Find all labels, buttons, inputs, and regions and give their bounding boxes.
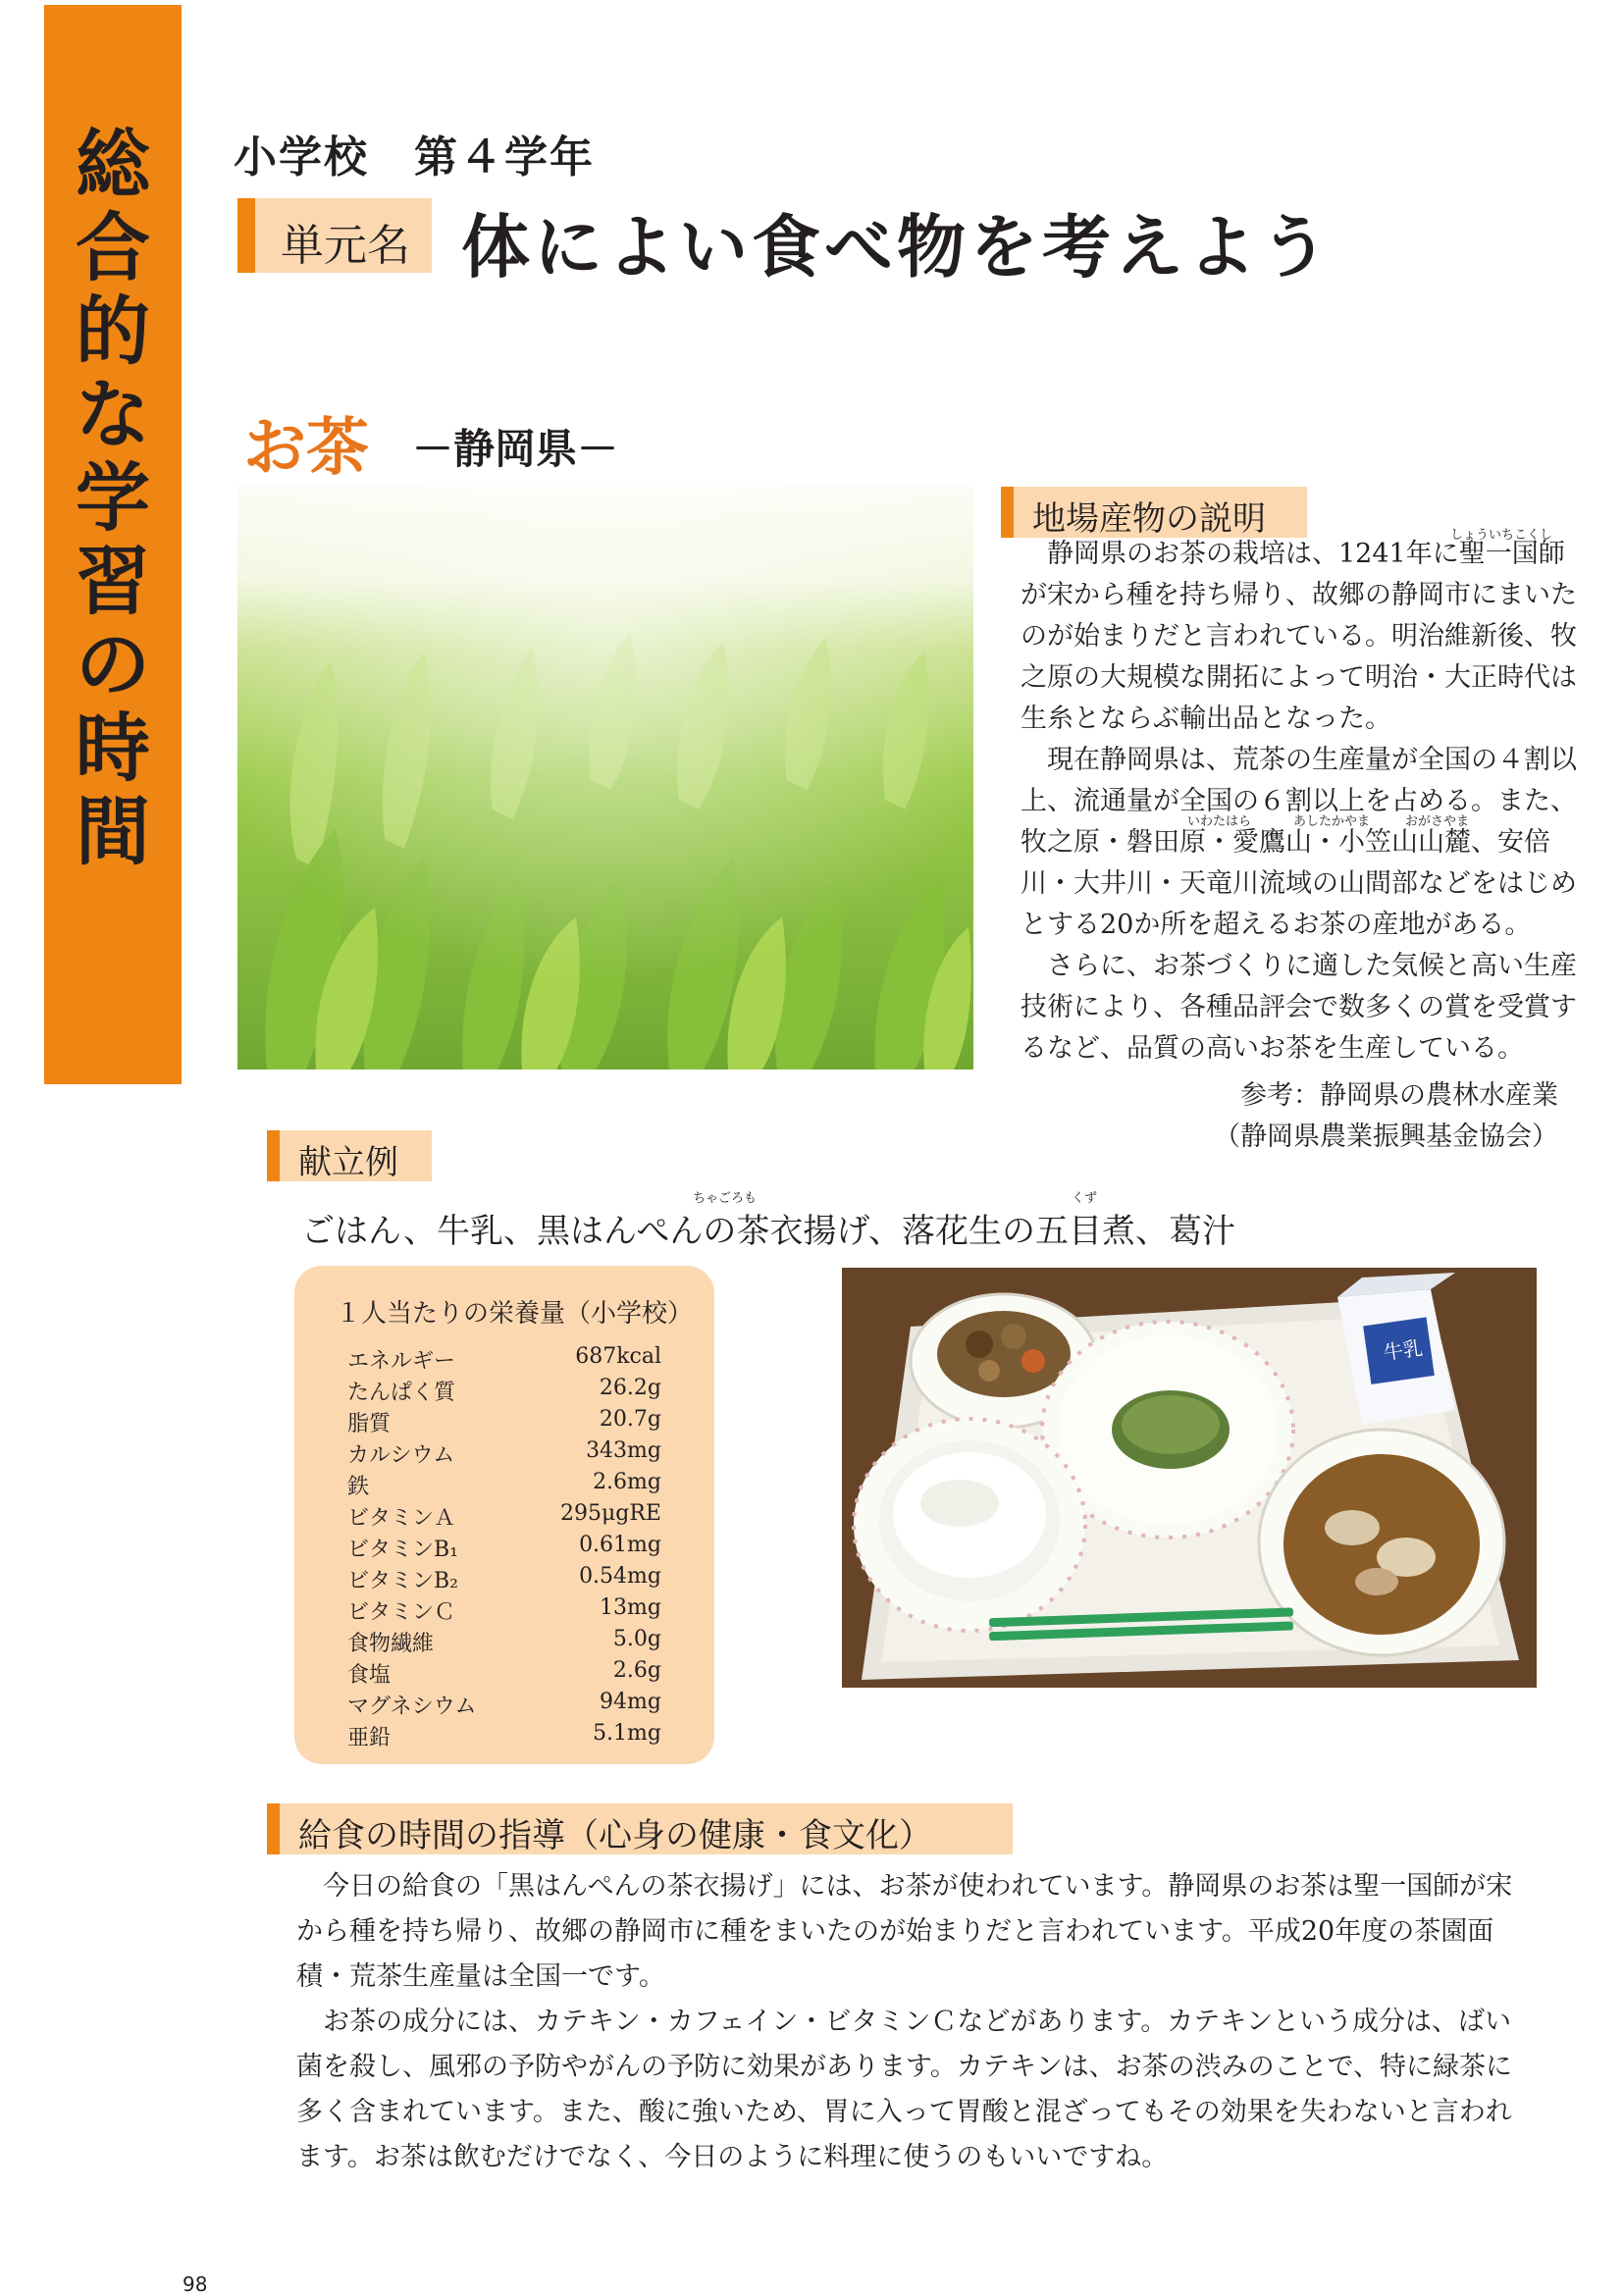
nutrition-name: ビタミンB₁ [347,1538,458,1562]
nutrition-name: 脂質 [347,1412,392,1436]
nutrition-row [347,1438,661,1470]
soup-bowl [1259,1430,1504,1655]
unit-title: 体によい食べ物を考えよう [461,206,1333,287]
nutrition-row [347,1564,661,1595]
nutrition-name: カルシウム [347,1443,455,1468]
ruby-iwatahara: いわたはら [1187,814,1252,829]
nutrition-value: 295μgRE [560,1501,661,1526]
description-heading-label: 地場産物の説明 [1032,499,1266,539]
rice-bowl [854,1419,1085,1631]
school-lunch-photo [842,1268,1537,1688]
nutrition-value: 2.6g [612,1658,661,1683]
nutrition-value: 343mg [586,1438,661,1463]
guidance-heading [267,1803,1013,1854]
ruby-kuzu: くず [1072,1191,1098,1206]
nutrition-name: たんぱく質 [347,1381,456,1405]
menu-heading-label: 献立例 [298,1143,398,1182]
grade-label: 小学校 第４学年 [234,132,595,183]
nutrition-name: 食物繊維 [347,1632,435,1656]
nutrition-name: 食塩 [347,1663,392,1688]
nutrition-title: １人当たりの栄養量（小学校） [336,1299,694,1329]
ruby-ogasayama: おがさやま [1405,814,1470,829]
nutrition-row [347,1376,661,1407]
ruby-shoichi: しょういちこくし [1450,528,1553,543]
nutrition-name: マグネシウム [347,1695,477,1719]
sidebar-label: 総合的な学習の時間 [76,121,150,875]
nutrition-name: ビタミンB₂ [347,1569,458,1593]
nutrition-row [347,1721,661,1752]
nutrition-value: 20.7g [599,1407,661,1432]
nutrition-name: ビタミンＣ [347,1600,456,1625]
unit-tag-label: 単元名 [281,221,410,271]
nutrition-value: 5.0g [612,1627,661,1651]
reference: 参考：静岡県の農林水産業 [1240,1080,1558,1111]
tea-leaves-photo [237,486,973,1070]
sidebar-band [44,5,182,1084]
guidance-heading-label: 給食の時間の指導（心身の健康・食文化） [298,1816,932,1855]
ruby-ashitakayama: あしたかやま [1293,814,1371,829]
nutrition-row [347,1595,661,1627]
nutrition-row [347,1407,661,1438]
nutrition-row [347,1470,661,1501]
nutrition-value: 0.54mg [579,1564,661,1589]
ruby-chagoromo: ちゃごろも [693,1191,758,1206]
reference-source: （静岡県農業振興基金協会） [1214,1122,1558,1152]
nutrition-value: 26.2g [599,1376,661,1400]
description-heading [1001,487,1307,538]
nutrition-row [347,1501,661,1533]
description-paragraph: 現在静岡県は、荒茶の生産量が全国の４割以上、流通量が全国の６割以上を占める。また、牧之原・磐田原・愛鷹山・小笠山山麓、安倍川・大井川・天竜川流域の山間部などをはじめとする20か所を超えるお茶の産地がある。 [1021,745,1577,940]
nutrition-value: 94mg [600,1690,661,1714]
nutrition-name: ビタミンＡ [347,1506,456,1531]
description-body [1021,534,1580,1070]
nutrition-value: 13mg [600,1595,661,1620]
nutrition-row [347,1344,661,1376]
nutrition-value: 2.6mg [593,1470,661,1494]
nutrition-value: 687kcal [575,1344,661,1369]
guidance-body [296,1864,1525,2180]
product-region: －静岡県－ [412,425,619,473]
nutrition-name: エネルギー [347,1349,456,1374]
milk-label: 牛乳 [1382,1337,1425,1365]
nutrition-value: 0.61mg [579,1533,661,1557]
nutrition-row [347,1690,661,1721]
unit-tag [237,198,432,273]
nutrition-box [294,1266,714,1764]
nutrition-row [347,1533,661,1564]
product-name: お茶 [243,412,369,485]
description-paragraph: 静岡県のお茶の栽培は、1241年に聖一国師が宋から種を持ち帰り、故郷の静岡市にまいたのが始まりだと言われている。明治維新後、牧之原の大規模な開拓によって明治・大正時代は生糸とならぶ輸出品となった。 [1021,539,1577,734]
nutrition-name: 鉄 [347,1475,370,1499]
nutrition-name: 亜鉛 [347,1726,392,1750]
menu-heading [267,1130,432,1181]
page-number: 98 [183,2272,208,2296]
nutrition-row [347,1627,661,1658]
guidance-paragraph: 今日の給食の「黒はんぺんの茶衣揚げ」には、お茶が使われています。静岡県のお茶は聖一国師が宋から種を持ち帰り、故郷の静岡市に種をまいたのが始まりだと言われています。平成20年度の茶園面積・荒茶生産量は全国一です。 [296,1871,1513,1992]
description-paragraph: さらに、お茶づくりに適した気候と高い生産技術により、各種品評会で数多くの賞を受賞するなど、品質の高いお茶を生産している。 [1021,951,1577,1064]
nutrition-value: 5.1mg [593,1721,661,1746]
nutrition-row [347,1658,661,1690]
guidance-paragraph: お茶の成分には、カテキン・カフェイン・ビタミンＣなどがあります。カテキンという成分は、ばい菌を殺し、風邪の予防やがんの予防に効果があります。カテキンは、お茶の渋みのことで、特に緑茶に多く含まれています。また、酸に強いため、胃に入って胃酸と混ざってもその効果を失わないと言われます。お茶は飲むだけでなく、今日のように料理に使うのもいいですね。 [296,2007,1513,2172]
menu-items: ごはん、牛乳、黒はんぺんの茶衣揚げ、落花生の五目煮、葛汁 [301,1212,1235,1251]
